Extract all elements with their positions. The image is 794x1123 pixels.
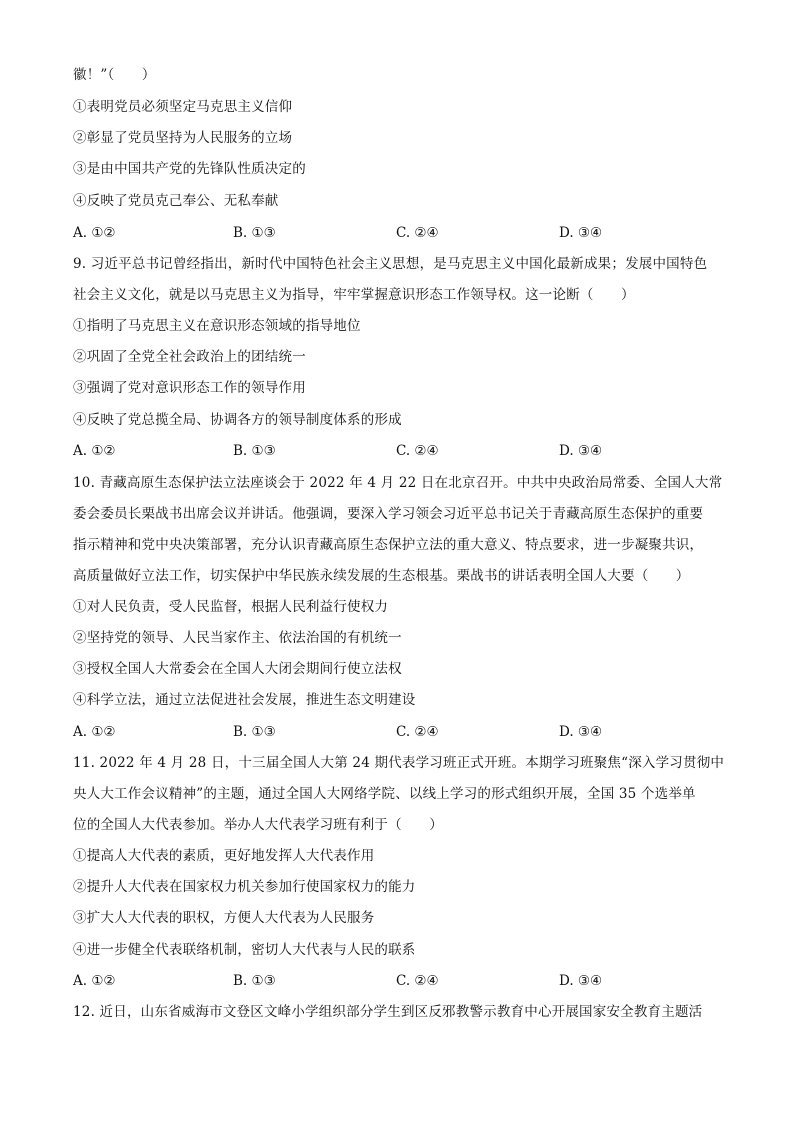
- q9-statement-4: ④反映了党总揽全局、协调各方的领导制度体系的形成: [73, 412, 402, 428]
- q8-statement-3: ③是由中国共产党的先锋队性质决定的: [73, 161, 306, 177]
- q9-stem-line-2: 社会主义文化，就是以马克思主义为指导，牢牢掌握意识形态工作领导权。这一论断（ ）: [73, 287, 635, 303]
- q8-option-c[interactable]: C. ②④: [396, 225, 439, 241]
- q9-option-c[interactable]: C. ②④: [396, 443, 439, 459]
- q8-option-a[interactable]: A. ①②: [73, 225, 116, 241]
- q10-statement-1: ①对人民负责，受人民监督，根据人民利益行使权力: [73, 599, 389, 615]
- q11-stem-line-3: 位的全国人大代表参加。举办人大代表学习班有利于（ ）: [73, 817, 443, 833]
- q10-stem-line-1: 10. 青藏高原生态保护法立法座谈会于 2022 年 4 月 22 日在北京召开。中共中央政治局常委、全国人大常: [73, 475, 723, 491]
- q8-stem-tail: 徽！”（ ）: [73, 67, 156, 83]
- q9-stem-line-1: 9. 习近平总书记曾经指出，新时代中国特色社会主义思想，是马克思主义中国化最新成果；发展中国特色: [73, 256, 708, 272]
- q11-option-c[interactable]: C. ②④: [396, 973, 439, 989]
- q10-option-a[interactable]: A. ①②: [73, 724, 116, 740]
- q9-option-a[interactable]: A. ①②: [73, 443, 116, 459]
- q11-statement-2: ②提升人大代表在国家权力机关参加行使国家权力的能力: [73, 879, 416, 895]
- q12-stem-line-1: 12. 近日，山东省威海市文登区文峰小学组织部分学生到区反邪教警示教育中心开展国家安全教育主题活: [73, 1004, 703, 1020]
- q10-option-d[interactable]: D. ③④: [559, 724, 603, 740]
- q11-statement-1: ①提高人大代表的素质，更好地发挥人大代表作用: [73, 848, 375, 864]
- q10-stem-line-3: 指示精神和党中央决策部署，充分认识青藏高原生态保护立法的重大意义、特点要求，进一步凝聚共识，: [73, 537, 704, 553]
- q10-options: [73, 723, 723, 741]
- q8-statement-1: ①表明党员必须坚定马克思主义信仰: [73, 99, 293, 115]
- q11-stem-line-2: 央人大工作会议精神”的主题，通过全国人大网络学院、以线上学习的形式组织开展，全国 35 个选举单: [73, 786, 696, 802]
- q9-statement-3: ③强调了党对意识形态工作的领导作用: [73, 380, 306, 396]
- q9-option-d[interactable]: D. ③④: [559, 443, 603, 459]
- q10-option-c[interactable]: C. ②④: [396, 724, 439, 740]
- q11-stem-line-1: 11. 2022 年 4 月 28 日，十三届全国人大第 24 期代表学习班正式开班。本期学习班聚焦“深入学习贯彻中: [73, 755, 725, 771]
- q10-option-b[interactable]: B. ①③: [233, 724, 276, 740]
- q10-statement-3: ③授权全国人大常委会在全国人大闭会期间行使立法权: [73, 661, 402, 677]
- q8-statement-2: ②彰显了党员坚持为人民服务的立场: [73, 130, 293, 146]
- q8-statement-4: ④反映了党员克己奉公、无私奉献: [73, 193, 279, 209]
- q10-stem-line-4: 高质量做好立法工作，切实保护中华民族永续发展的生态根基。栗战书的讲话表明全国人大要（ ）: [73, 568, 690, 584]
- q9-option-b[interactable]: B. ①③: [233, 443, 276, 459]
- q11-statement-3: ③扩大人大代表的职权，方便人大代表为人民服务: [73, 910, 375, 926]
- q8-option-d[interactable]: D. ③④: [559, 225, 603, 241]
- q11-option-d[interactable]: D. ③④: [559, 973, 603, 989]
- q10-statement-4: ④科学立法，通过立法促进社会发展，推进生态文明建设: [73, 692, 416, 708]
- q10-stem-line-2: 委会委员长栗战书出席会议并讲话。他强调，要深入学习领会习近平总书记关于青藏高原生态保护的重要: [73, 506, 704, 522]
- q8-options: [73, 224, 723, 242]
- q8-option-b[interactable]: B. ①③: [233, 225, 276, 241]
- q9-statement-2: ②巩固了全党全社会政治上的团结统一: [73, 349, 306, 365]
- q9-statement-1: ①指明了马克思主义在意识形态领域的指导地位: [73, 318, 361, 334]
- q11-statement-4: ④进一步健全代表联络机制，密切人大代表与人民的联系: [73, 942, 416, 958]
- q10-statement-2: ②坚持党的领导、人民当家作主、依法治国的有机统一: [73, 630, 402, 646]
- q11-option-a[interactable]: A. ①②: [73, 973, 116, 989]
- q11-option-b[interactable]: B. ①③: [233, 973, 276, 989]
- q11-options: [73, 972, 723, 990]
- q9-options: [73, 442, 723, 460]
